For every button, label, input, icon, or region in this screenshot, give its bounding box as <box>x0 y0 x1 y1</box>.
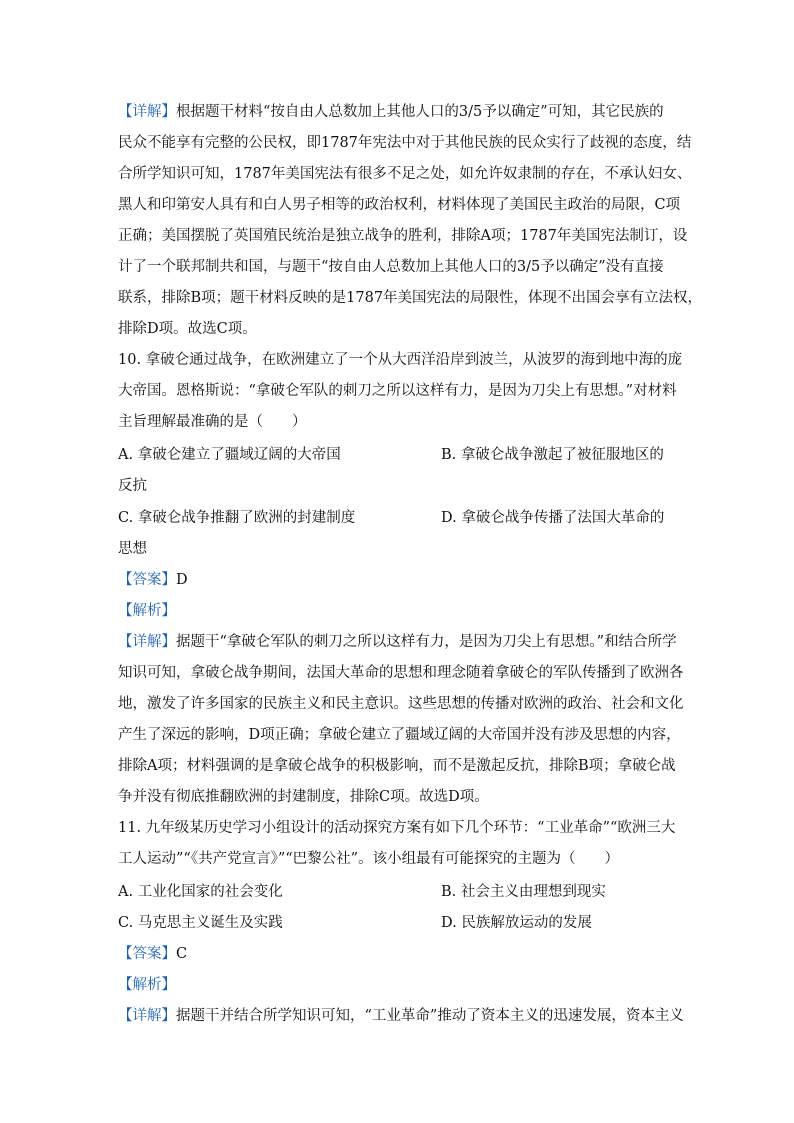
q10-option-c: C. 拿破仑战争推翻了欧洲的封建制度 <box>118 510 356 526</box>
q11-answer <box>118 944 187 964</box>
q11-option-d: D. 民族解放运动的发展 <box>441 915 592 931</box>
q9-explain-line-5: 正确；美国摆脱了英国殖民统治是独立战争的胜利，排除A项；1787年美国宪法制订，设 <box>118 228 688 244</box>
detail-tag: 【详解】 <box>118 104 176 120</box>
q11-explain-line-1: 【详解】据题干并结合所学知识可知，“工业革命”推动了资本主义的迅速发展，资本主义 <box>118 1008 684 1024</box>
q9-explain-line-1: 【详解】根据题干材料“按自由人总数加上其他人口的3/5予以确定”可知，其它民族的 <box>118 104 664 120</box>
q10-explain-line-1: 【详解】据题干“拿破仑军队的刺刀之所以这样有力，是因为刀尖上有思想。”和结合所学 <box>118 634 677 650</box>
q9-explain-line-2: 民众不能享有完整的公民权，即1787年宪法中对于其他民族的民众实行了歧视的态度，结 <box>118 135 692 151</box>
q11-option-a: A. 工业化国家的社会变化 <box>118 884 283 900</box>
detail-tag: 【详解】 <box>118 634 176 650</box>
q9-explain-line-4: 黑人和印第安人具有和白人男子相等的政治权利，材料体现了美国民主政治的局限，C项 <box>118 197 681 213</box>
q9-explain-line-8: 排除D项。故选C项。 <box>118 321 257 337</box>
q10-explain-line-2: 知识可知，拿破仑战争期间，法国大革命的思想和理念随着拿破仑的军队传播到了欧洲各 <box>118 665 684 681</box>
q10-explain-line-3: 地，激发了许多国家的民族主义和民主意识。这些思想的传播对欧洲的政治、社会和文化 <box>118 696 684 712</box>
q11-option-c: C. 马克思主义诞生及实践 <box>118 915 283 931</box>
q10-answer <box>118 570 188 590</box>
q11-stem-line-1: 11. 九年级某历史学习小组设计的活动探究方案有如下几个环节：“工业革命”“欧洲三大 <box>118 820 676 836</box>
q10-option-b: B. 拿破仑战争激起了被征服地区的 <box>441 447 664 463</box>
q10-stem-line-2: 大帝国。恩格斯说：“拿破仑军队的刺刀之所以这样有力，是因为刀尖上有思想。”对材料 <box>118 383 677 399</box>
q10-explain-line-4: 产生了深远的影响，D项正确；拿破仑建立了疆域辽阔的大帝国并没有涉及思想的内容， <box>118 727 681 743</box>
q10-explain-line-5: 排除A项；材料强调的是拿破仑战争的积极影响，而不是激起反抗，排除B项；拿破仑战 <box>118 758 676 774</box>
q9-explain-line-7: 联系，排除B项；题干材料反映的是1787年美国宪法的局限性，体现不出国会享有立法权， <box>118 290 703 306</box>
q10-analysis-tag: 【解析】 <box>118 603 176 619</box>
q10-answer-value: D <box>176 572 188 588</box>
q10-stem-line-3: 主旨理解最准确的是（ ） <box>118 414 307 430</box>
q11-option-b: B. 社会主义由理想到现实 <box>441 884 606 900</box>
q9-explain-line-6: 计了一个联邦制共和国，与题干“按自由人总数加上其他人口的3/5予以确定”没有直接 <box>118 259 664 275</box>
q10-explain-line-6: 争并没有彻底推翻欧洲的封建制度，排除C项。故选D项。 <box>118 789 489 805</box>
q10-option-b-cont: 反抗 <box>118 478 147 494</box>
q10-option-d-cont: 思想 <box>118 541 147 557</box>
answer-tag: 【答案】 <box>118 946 176 962</box>
q10-option-a: A. 拿破仑建立了疆域辽阔的大帝国 <box>118 447 341 463</box>
answer-tag: 【答案】 <box>118 572 176 588</box>
q9-explain-line-3: 合所学知识可知，1787年美国宪法有很多不足之处，如允许奴隶制的存在，不承认妇女、 <box>118 166 692 182</box>
q10-stem-line-1: 10. 拿破仑通过战争，在欧洲建立了一个从大西洋沿岸到波兰，从波罗的海到地中海的庞 <box>118 352 683 368</box>
q11-answer-value: C <box>176 946 188 962</box>
q10-option-d: D. 拿破仑战争传播了法国大革命的 <box>441 510 665 526</box>
detail-tag: 【详解】 <box>118 1008 176 1024</box>
q11-analysis-tag: 【解析】 <box>118 977 176 993</box>
q11-stem-line-2: 工人运动”“《共产党宣言》”“巴黎公社”。该小组最有可能探究的主题为（ ） <box>118 851 620 867</box>
